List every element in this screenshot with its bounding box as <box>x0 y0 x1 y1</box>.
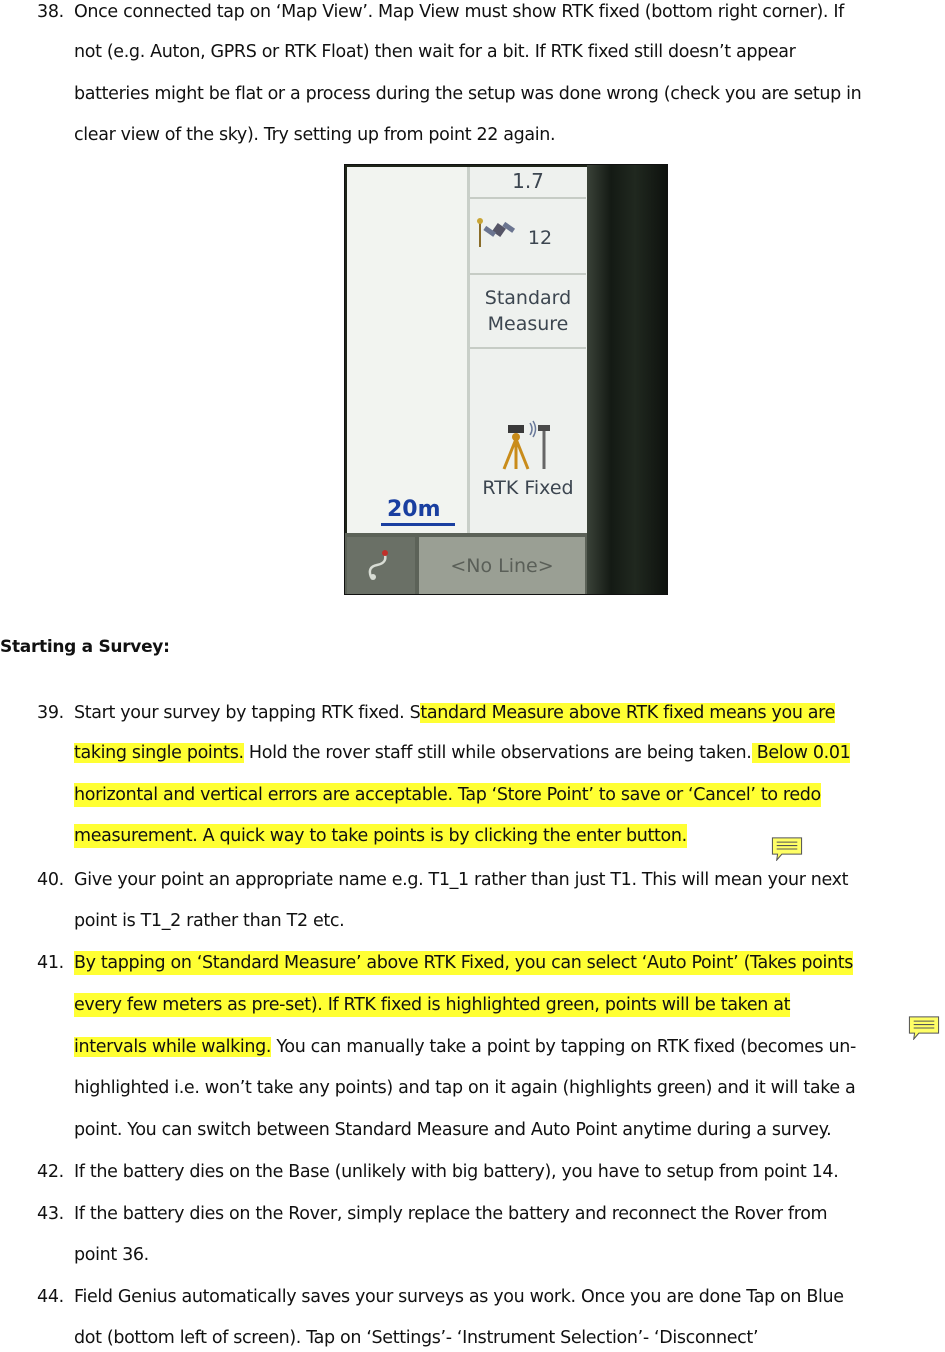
rtk-fixed-label: RTK Fixed <box>482 477 574 499</box>
item-43-number: 43. <box>37 1204 64 1224</box>
section-heading: Starting a Survey: <box>0 637 170 657</box>
bottom-left-button[interactable] <box>347 537 415 595</box>
item-39-line-2-c: Below 0.01 <box>751 743 851 763</box>
device-screen-photo <box>344 164 668 595</box>
item-38-line-3: batteries might be flat or a process during the setup was done wrong (check you are setup in <box>74 84 862 104</box>
version-panel <box>470 167 586 199</box>
item-38-number: 38. <box>37 2 64 22</box>
item-41-line-3 <box>74 1035 856 1059</box>
standard-measure-button[interactable] <box>470 275 586 349</box>
map-view-area <box>347 167 467 533</box>
item-44-number: 44. <box>37 1287 64 1307</box>
item-41-line-1: By tapping on ‘Standard Measure’ above RTK Fixed, you can select ‘Auto Point’ (Takes points <box>74 953 854 973</box>
item-41-number: 41. <box>37 953 64 973</box>
measure-label: Measure <box>487 313 569 335</box>
item-39-line-1-b: tandard Measure above RTK fixed means you are <box>420 703 836 723</box>
standard-label: Standard <box>484 287 572 309</box>
item-39-line-2-a: taking single points. <box>74 743 244 763</box>
item-42-line-1: If the battery dies on the Base (unlikely with big battery), you have to setup from point 14. <box>74 1162 839 1182</box>
satellite-panel <box>470 199 586 275</box>
comment-icon[interactable] <box>769 837 805 861</box>
item-44-line-1: Field Genius automatically saves your surveys as you work. Once you are done Tap on Blue <box>74 1287 844 1307</box>
tripod-rover-icon <box>498 419 558 471</box>
item-39-line-1 <box>74 701 835 725</box>
version-label: 1.7 <box>512 169 544 193</box>
no-line-label: <No Line> <box>450 555 554 577</box>
item-41-line-3-a: intervals while walking. <box>74 1037 272 1057</box>
item-41-line-5: point. You can switch between Standard Measure and Auto Point anytime during a survey. <box>74 1120 832 1140</box>
item-41-line-3-b: You can manually take a point by tapping on RTK fixed (becomes un- <box>271 1037 856 1057</box>
item-39-line-4: measurement. A quick way to take points is by clicking the enter button. <box>74 826 687 846</box>
item-38-line-1: Once connected tap on ‘Map View’. Map View must show RTK fixed (bottom right corner). If <box>74 2 844 22</box>
item-39-line-3: horizontal and vertical errors are acceptable. Tap ‘Store Point’ to save or ‘Cancel’ to redo <box>74 785 821 805</box>
item-40-line-1: Give your point an appropriate name e.g. T1_1 rather than just T1. This will mean your next <box>74 870 849 890</box>
item-41-line-4: highlighted i.e. won’t take any points) and tap on it again (highlights green) and it will take a <box>74 1078 856 1098</box>
device-screen <box>347 167 590 595</box>
device-bezel <box>587 165 667 595</box>
item-40-line-2: point is T1_2 rather than T2 etc. <box>74 911 345 931</box>
item-39-line-2 <box>74 741 850 765</box>
item-38-line-2: not (e.g. Auton, GPRS or RTK Float) then wait for a bit. If RTK fixed still doesn’t appear <box>74 42 796 62</box>
scale-bar <box>381 523 455 526</box>
comment-icon[interactable] <box>906 1016 942 1040</box>
item-43-line-1: If the battery dies on the Rover, simply replace the battery and reconnect the Rover from <box>74 1204 828 1224</box>
item-39-line-1-a: Start your survey by tapping RTK fixed. S <box>74 703 421 723</box>
item-38-line-4: clear view of the sky). Try setting up from point 22 again. <box>74 125 556 145</box>
item-41-line-2: every few meters as pre-set). If RTK fixed is highlighted green, points will be taken at <box>74 995 791 1015</box>
item-44-line-2: dot (bottom left of screen). Tap on ‘Settings’- ‘Instrument Selection’- ‘Disconnect’ <box>74 1328 759 1348</box>
item-40-number: 40. <box>37 870 64 890</box>
rtk-fixed-button[interactable] <box>470 349 586 533</box>
item-43-line-2: point 36. <box>74 1245 149 1265</box>
scale-label: 20m <box>387 497 441 522</box>
item-39-line-2-b: Hold the rover staff still while observations are being taken. <box>243 743 752 763</box>
line-selector[interactable] <box>419 537 585 595</box>
item-39-number: 39. <box>37 703 64 723</box>
gps-link-icon <box>365 547 399 583</box>
item-42-number: 42. <box>37 1162 64 1182</box>
satellite-count: 12 <box>527 227 553 249</box>
